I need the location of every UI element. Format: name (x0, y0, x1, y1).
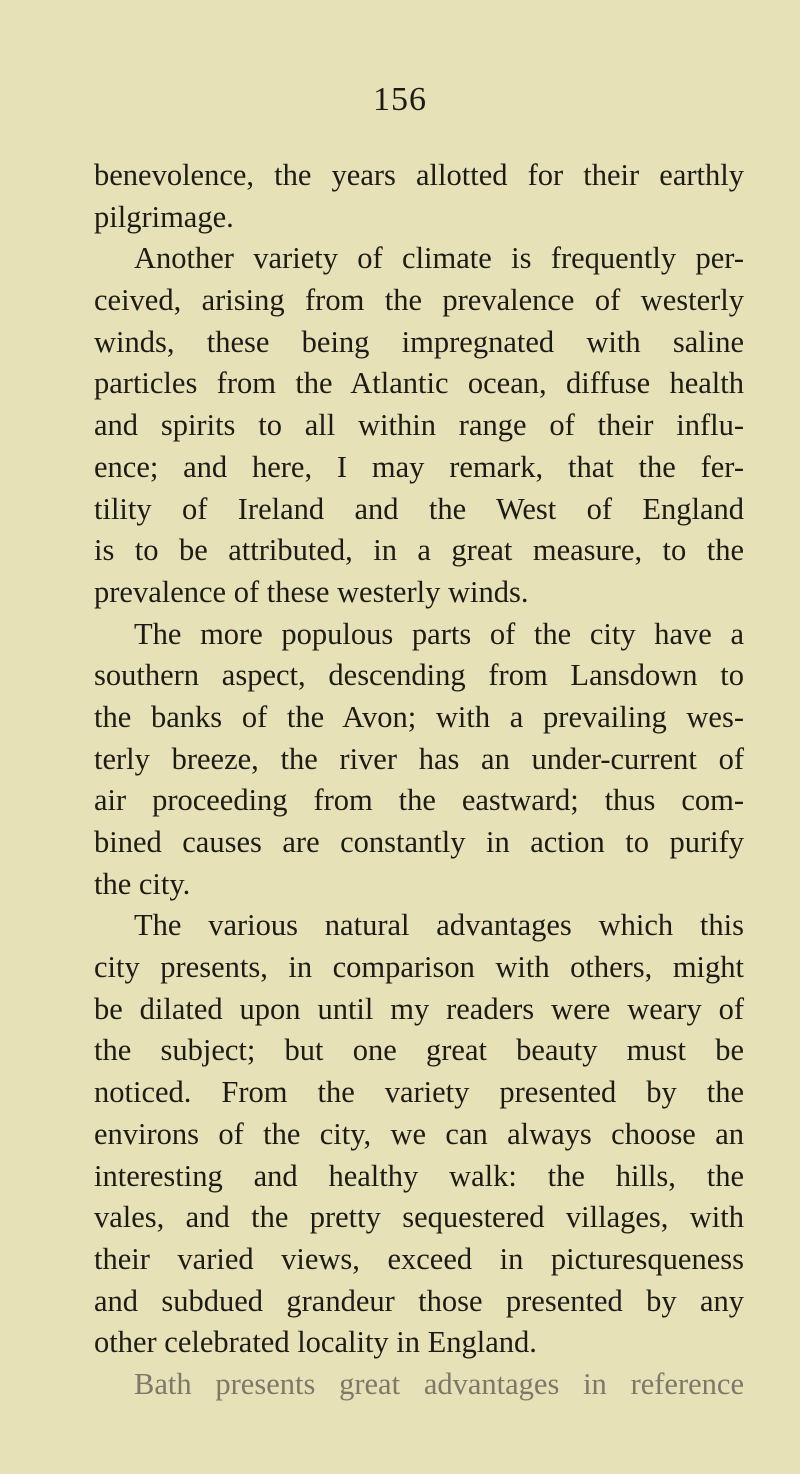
text-line: pilgrimage. (94, 199, 234, 234)
text-line: ence; and here, I may remark, that the fer- (94, 449, 744, 484)
text-line: and spirits to all within range of their influ- (94, 408, 744, 443)
text-line: particles from the Atlantic ocean, diffuse health (94, 366, 744, 401)
text-line: winds, these being impregnated with saline (94, 324, 744, 359)
text-line: is to be attributed, in a great measure, to the (94, 533, 744, 568)
text-line: the banks of the Avon; with a prevailing wes- (94, 699, 744, 734)
text-line: ceived, arising from the prevalence of westerly (94, 283, 744, 318)
page-number: 156 (373, 81, 427, 118)
text-line: bined causes are constantly in action to purify (94, 825, 744, 859)
text-line: The various natural advantages which this (134, 908, 744, 943)
text-line: air proceeding from the eastward; thus com- (94, 783, 744, 818)
text-line: and subdued grandeur those presented by any (94, 1283, 744, 1318)
text-line: the subject; but one great beauty must be (94, 1033, 744, 1068)
text-line: southern aspect, descending from Lansdown to (94, 658, 744, 693)
text-line: terly breeze, the river has an under-current of (94, 741, 744, 776)
text-line: benevolence, the years allotted for their earthly (94, 158, 744, 192)
text-line: noticed. From the variety presented by the (94, 1075, 744, 1110)
text-line: The more populous parts of the city have a (134, 616, 744, 651)
text-line: prevalence of these westerly winds. (94, 574, 529, 609)
text-line: tility of Ireland and the West of England (94, 491, 744, 526)
body-text (94, 155, 744, 1406)
text-line: their varied views, exceed in picturesqueness (94, 1241, 744, 1276)
text-line: environs of the city, we can always choose an (94, 1116, 744, 1151)
text-line: be dilated upon until my readers were weary of (94, 991, 744, 1026)
text-line: vales, and the pretty sequestered villages, with (94, 1200, 744, 1235)
text-line: Bath presents great advantages in reference (134, 1366, 744, 1401)
text-line: city presents, in comparison with others, might (94, 950, 744, 985)
text-line: the city. (94, 866, 191, 901)
text-line: Another variety of climate is frequently per- (134, 241, 744, 276)
text-line: interesting and healthy walk: the hills, the (94, 1158, 744, 1193)
text-line: other celebrated locality in England. (94, 1325, 537, 1360)
